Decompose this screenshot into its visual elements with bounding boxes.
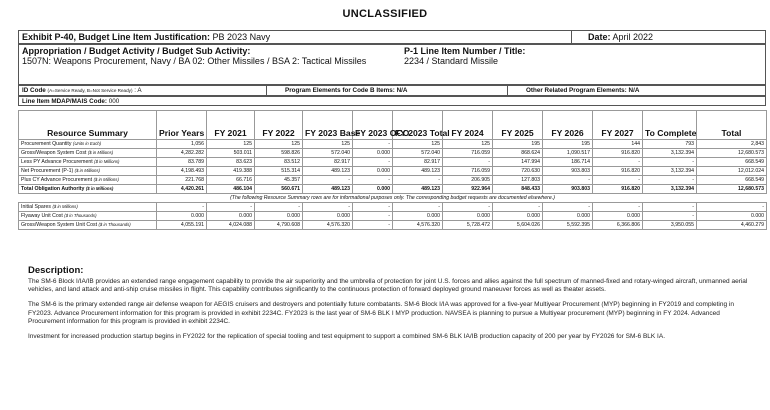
id-code-cell bbox=[22, 87, 142, 94]
table-cell: - bbox=[255, 203, 303, 212]
table-row bbox=[19, 167, 767, 176]
table-cell: 82.917 bbox=[303, 158, 353, 167]
row-unit: (Units in Each) bbox=[72, 141, 102, 146]
table-cell: - bbox=[353, 203, 393, 212]
table-cell: 0.000 bbox=[543, 212, 593, 221]
date-cell bbox=[571, 31, 653, 43]
table-row bbox=[19, 158, 767, 167]
col-header-fy2023-total: FY 2023 Total bbox=[393, 111, 443, 140]
table-cell: 868.624 bbox=[493, 149, 543, 158]
table-cell: 503.011 bbox=[207, 149, 255, 158]
table-cell: 903.803 bbox=[543, 167, 593, 176]
table-cell: 4,576.320 bbox=[393, 221, 443, 230]
table-cell: 83.623 bbox=[207, 158, 255, 167]
resource-summary-table bbox=[18, 110, 767, 230]
col-header-prior: Prior Years bbox=[157, 111, 207, 140]
table-cell: - bbox=[593, 203, 643, 212]
table-row bbox=[19, 221, 767, 230]
table-cell: 720.630 bbox=[493, 167, 543, 176]
table-cell: 125 bbox=[303, 140, 353, 149]
row-label-text: Flyaway Unit Cost bbox=[21, 213, 63, 219]
row-label-text: Total Obligation Authority bbox=[21, 186, 85, 192]
table-cell: - bbox=[303, 203, 353, 212]
table-cell: 0.000 bbox=[697, 212, 767, 221]
table-cell: 922.964 bbox=[443, 185, 493, 194]
table-cell: - bbox=[353, 221, 393, 230]
table-cell: 916.820 bbox=[593, 185, 643, 194]
p1-line-item-cell bbox=[404, 46, 754, 66]
table-cell: 916.820 bbox=[593, 149, 643, 158]
table-cell: 793 bbox=[643, 140, 697, 149]
table-cell: 125 bbox=[207, 140, 255, 149]
table-cell: 598.826 bbox=[255, 149, 303, 158]
table-cell: 5,604.026 bbox=[493, 221, 543, 230]
row-label-text: Net Procurement (P-1) bbox=[21, 168, 74, 174]
row-label-text: Gross/Weapon System Cost bbox=[21, 150, 87, 156]
table-row bbox=[19, 176, 767, 185]
table-cell: - bbox=[697, 203, 767, 212]
table-cell: 2,843 bbox=[697, 140, 767, 149]
table-cell: - bbox=[493, 203, 543, 212]
row-label bbox=[19, 167, 157, 176]
table-cell: 3,132.394 bbox=[643, 149, 697, 158]
table-cell: - bbox=[353, 140, 393, 149]
table-cell: 0.000 bbox=[303, 212, 353, 221]
table-cell: 5,728.472 bbox=[443, 221, 493, 230]
table-cell: 144 bbox=[593, 140, 643, 149]
table-cell: 4,282.282 bbox=[157, 149, 207, 158]
table-cell: 4,055.191 bbox=[157, 221, 207, 230]
exhibit-value: PB 2023 Navy bbox=[212, 32, 271, 42]
table-cell: 0.000 bbox=[207, 212, 255, 221]
row-unit: ($ in Millions) bbox=[87, 150, 114, 155]
table-cell: 1,090.517 bbox=[543, 149, 593, 158]
row-unit: ($ in Millions) bbox=[93, 177, 119, 182]
table-cell: 0.000 bbox=[255, 212, 303, 221]
appropriation-cell bbox=[22, 46, 384, 66]
col-header-fy2024: FY 2024 bbox=[443, 111, 493, 140]
table-cell: 1,056 bbox=[157, 140, 207, 149]
table-cell: 0.000 bbox=[353, 185, 393, 194]
table-cell: - bbox=[393, 176, 443, 185]
table-cell: 3,950.055 bbox=[643, 221, 697, 230]
table-cell: 83.789 bbox=[157, 158, 207, 167]
col-header-total: Total bbox=[697, 111, 767, 140]
table-cell: 83.512 bbox=[255, 158, 303, 167]
table-cell: - bbox=[207, 203, 255, 212]
description-paragraph: The SM-6 is the primary extended range air defense weapon for AEGIS cruisers and destroyers and potentially future combatants. SM-6 Block I/IA was approved for a five-year Multiyear Procurement (MYP) beginning in FY2019 and completing in FY2023. Advance Procurement information for this program is provided in exhibit 2234C. FY2023 is the last year of SM-6 BLK I MYP production. NAVSEA is planning to pursue a Multiyear procurement (MYP) beginning in FY 2024. Advanced Procurement information for this program is provided in exhibit 2234C. bbox=[28, 301, 734, 325]
row-label-text: Procurement Quantity bbox=[21, 141, 72, 147]
col-header-fy2021: FY 2021 bbox=[207, 111, 255, 140]
table-cell: - bbox=[643, 203, 697, 212]
table-cell: 66.716 bbox=[207, 176, 255, 185]
table-cell: 4,420.261 bbox=[157, 185, 207, 194]
date-value: April 2022 bbox=[612, 32, 654, 42]
table-cell: 195 bbox=[493, 140, 543, 149]
table-cell: 716.059 bbox=[443, 149, 493, 158]
table-cell: 916.820 bbox=[593, 167, 643, 176]
description-heading: Description: bbox=[28, 265, 84, 276]
col-header-fy2027: FY 2027 bbox=[593, 111, 643, 140]
table-cell: 12,012.024 bbox=[697, 167, 767, 176]
table-cell: - bbox=[643, 158, 697, 167]
description-paragraph: The SM-6 Block I/IA/IB provides an extended range engagement capability to provide the air superiority and the umbrella of protection for joint U.S. forces and allies against the full spectrum of manned-fixed and rotary-winged aircraft, unmanned aerial vehicles, and land attack and anti-ship cruise missiles in flight. This capability contributes significantly to the continuous protection of forward deployed ground maneuver forces as well as theater assets. bbox=[28, 278, 748, 294]
row-label bbox=[19, 149, 157, 158]
mdap-value: 000 bbox=[108, 98, 120, 105]
table-cell: - bbox=[353, 158, 393, 167]
table-cell: - bbox=[543, 176, 593, 185]
row-label-text: Less PY Advance Procurement bbox=[21, 159, 93, 165]
row-label bbox=[19, 176, 157, 185]
exhibit-title bbox=[22, 32, 270, 42]
row-label bbox=[19, 212, 157, 221]
table-cell: - bbox=[353, 176, 393, 185]
row-label-text: Gross/Weapon System Unit Cost bbox=[21, 222, 98, 228]
table-cell: - bbox=[443, 158, 493, 167]
table-cell: - bbox=[643, 212, 697, 221]
row-label-text: Plus CY Advance Procurement bbox=[21, 177, 93, 183]
row-unit: ($ in Millions) bbox=[52, 204, 78, 209]
description-paragraph: Investment for increased production startup begins in FY2022 for the replication of special tooling and test equipment to support a combined SM-6 BLK IA/IB production capacity of 200 per year by FY2026 for SM-6 BLK IA. bbox=[28, 333, 665, 341]
table-row bbox=[19, 212, 767, 221]
info-note-row bbox=[19, 194, 767, 203]
table-cell: - bbox=[543, 203, 593, 212]
col-header-fy2025: FY 2025 bbox=[493, 111, 543, 140]
classification-banner: UNCLASSIFIED bbox=[342, 8, 428, 20]
table-cell: 125 bbox=[443, 140, 493, 149]
table-cell: 4,790.608 bbox=[255, 221, 303, 230]
table-cell: 4,024.088 bbox=[207, 221, 255, 230]
col-header-fy2023-base: FY 2023 Base bbox=[303, 111, 353, 140]
table-cell: - bbox=[393, 203, 443, 212]
appropriation-value: 1507N: Weapons Procurement, Navy / BA 02: Other Missiles / BSA 2: Tactical Missiles bbox=[22, 56, 367, 66]
row-label bbox=[19, 221, 157, 230]
row-unit: ($ in Thousands) bbox=[98, 222, 131, 227]
table-cell: 515.314 bbox=[255, 167, 303, 176]
table-cell: 848.433 bbox=[493, 185, 543, 194]
table-cell: 195 bbox=[543, 140, 593, 149]
table-cell: 0.000 bbox=[353, 167, 393, 176]
table-cell: 668.549 bbox=[697, 176, 767, 185]
appropriation-row bbox=[18, 44, 766, 85]
table-cell: - bbox=[643, 176, 697, 185]
table-cell: 3,132.394 bbox=[643, 185, 697, 194]
id-code-value: : A bbox=[134, 87, 142, 94]
exhibit-header-row bbox=[18, 30, 766, 44]
table-cell: 12,680.573 bbox=[697, 185, 767, 194]
col-header-resource: Resource Summary bbox=[19, 111, 157, 140]
table-cell: - bbox=[593, 158, 643, 167]
col-header-fy2022: FY 2022 bbox=[255, 111, 303, 140]
table-cell: 4,576.320 bbox=[303, 221, 353, 230]
row-label bbox=[19, 203, 157, 212]
date-label: Date: bbox=[588, 32, 611, 42]
row-unit: ($ in Millions) bbox=[85, 186, 114, 191]
table-cell: 4,198.493 bbox=[157, 167, 207, 176]
table-cell: - bbox=[353, 212, 393, 221]
table-cell: 12,680.573 bbox=[697, 149, 767, 158]
table-cell: - bbox=[443, 203, 493, 212]
table-row bbox=[19, 185, 767, 194]
mdap-row bbox=[18, 96, 766, 106]
row-unit: ($ in Millions) bbox=[94, 159, 120, 164]
row-unit: ($ in Thousands) bbox=[64, 213, 97, 218]
table-cell: 186.714 bbox=[543, 158, 593, 167]
table-row bbox=[19, 149, 767, 158]
row-label-text: Initial Spares bbox=[21, 204, 51, 210]
table-cell: 147.994 bbox=[493, 158, 543, 167]
table-cell: 419.388 bbox=[207, 167, 255, 176]
table-cell: 221.768 bbox=[157, 176, 207, 185]
table-cell: 5,592.395 bbox=[543, 221, 593, 230]
table-cell: 125 bbox=[255, 140, 303, 149]
table-cell: 0.000 bbox=[353, 149, 393, 158]
col-header-fy2026: FY 2026 bbox=[543, 111, 593, 140]
table-cell: 3,132.394 bbox=[643, 167, 697, 176]
row-label bbox=[19, 185, 157, 194]
table-cell: 0.000 bbox=[493, 212, 543, 221]
col-header-to-complete: To Complete bbox=[643, 111, 697, 140]
p1-value: 2234 / Standard Missile bbox=[404, 56, 499, 66]
table-cell: 125 bbox=[393, 140, 443, 149]
table-header-row bbox=[19, 111, 767, 140]
table-cell: 0.000 bbox=[443, 212, 493, 221]
table-cell: 572.040 bbox=[393, 149, 443, 158]
id-code-row bbox=[18, 85, 766, 96]
table-cell: 206.905 bbox=[443, 176, 493, 185]
table-cell: 0.000 bbox=[593, 212, 643, 221]
row-label bbox=[19, 158, 157, 167]
table-cell: 903.803 bbox=[543, 185, 593, 194]
row-label bbox=[19, 140, 157, 149]
table-cell: 668.549 bbox=[697, 158, 767, 167]
description-section bbox=[28, 265, 758, 348]
table-cell: 489.123 bbox=[393, 185, 443, 194]
table-cell: 489.123 bbox=[303, 185, 353, 194]
table-cell: 716.059 bbox=[443, 167, 493, 176]
table-cell: - bbox=[157, 203, 207, 212]
table-cell: 572.040 bbox=[303, 149, 353, 158]
exhibit-label: Exhibit P-40, Budget Line Item Justification: bbox=[22, 32, 211, 42]
table-cell: 560.671 bbox=[255, 185, 303, 194]
table-cell: 489.123 bbox=[393, 167, 443, 176]
table-cell: - bbox=[593, 176, 643, 185]
program-elements-b: Program Elements for Code B Items: N/A bbox=[266, 86, 407, 96]
row-unit: ($ in Millions) bbox=[74, 168, 100, 173]
mdap-cell bbox=[22, 98, 119, 105]
table-cell: 0.000 bbox=[393, 212, 443, 221]
id-code-note: (A=Service Ready, B=Not Service Ready) bbox=[47, 88, 133, 93]
other-program-elements: Other Related Program Elements: N/A bbox=[507, 86, 639, 96]
table-cell: 6,366.806 bbox=[593, 221, 643, 230]
table-cell: 82.917 bbox=[393, 158, 443, 167]
info-note: (The following Resource Summary rows are for informational purposes only. The corresponding budget requests are documented elsewhere.) bbox=[19, 194, 767, 203]
table-cell: 0.000 bbox=[157, 212, 207, 221]
table-cell: 45.357 bbox=[255, 176, 303, 185]
appropriation-label: Appropriation / Budget Activity / Budget Sub Activity: bbox=[22, 46, 251, 56]
table-row bbox=[19, 203, 767, 212]
table-cell: 489.123 bbox=[303, 167, 353, 176]
table-cell: 4,460.279 bbox=[697, 221, 767, 230]
table-cell: 127.803 bbox=[493, 176, 543, 185]
id-code-label: ID Code bbox=[22, 87, 46, 94]
table-cell: 486.104 bbox=[207, 185, 255, 194]
table-row bbox=[19, 140, 767, 149]
mdap-label: Line Item MDAP/MAIS Code: bbox=[22, 98, 108, 105]
col-header-fy2023-oco: FY 2023 OCO bbox=[353, 111, 393, 140]
table-cell: - bbox=[303, 176, 353, 185]
p1-label: P-1 Line Item Number / Title: bbox=[404, 46, 526, 56]
